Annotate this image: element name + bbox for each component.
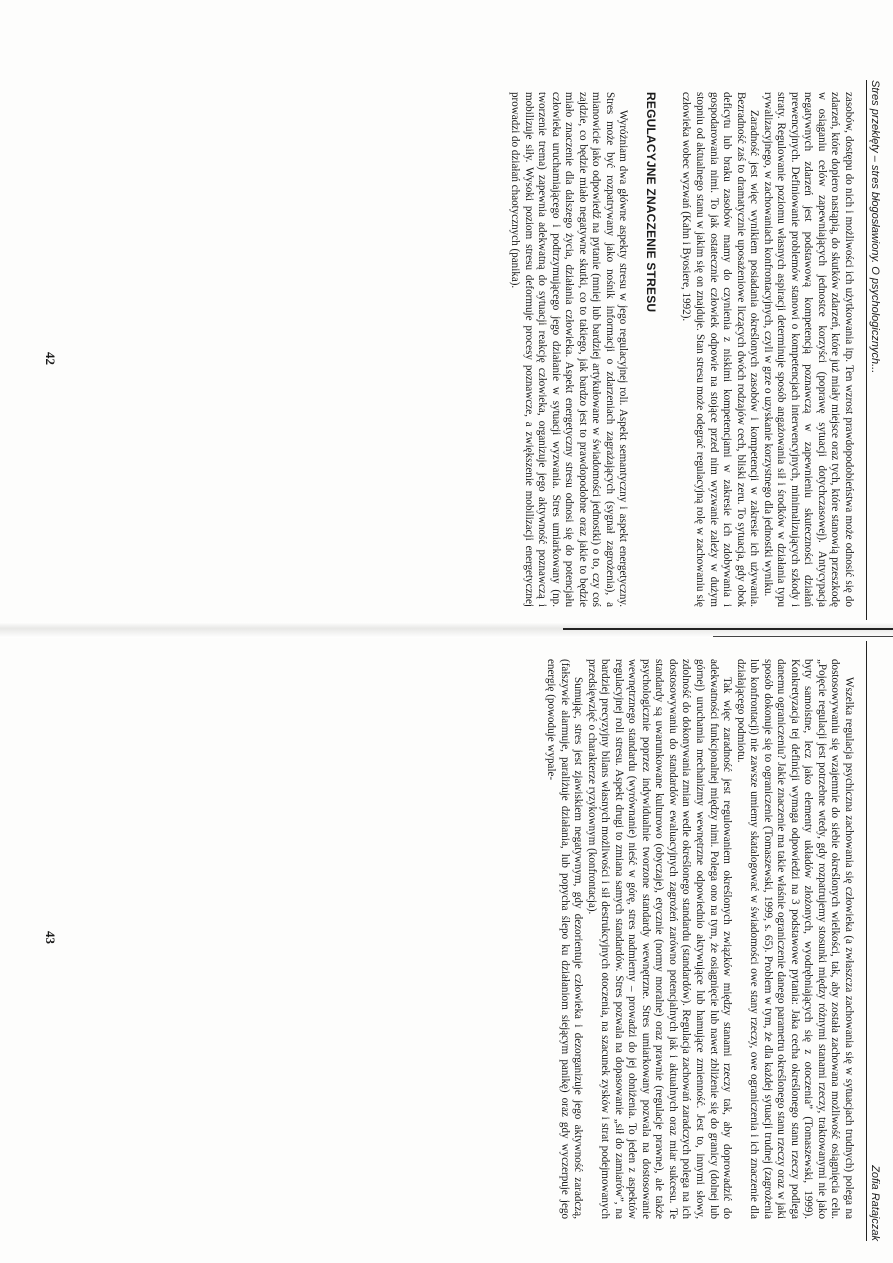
section-heading: REGULACYJNE ZNACZENIE STRESU [643, 92, 658, 313]
paragraph: Wszelka regulacja psychiczna zachowania się człowieka (a zwłaszcza zachowania się w sytuacjach trudnych) polega na dostosowywaniu się wzajemnie do siebie określonych wielkości, tak, aby została zachowana możliwość osiągnięcia celu. „Pojęcie regulacji jest potrzebne wtedy, gdy rozpatrujemy stosunki między różnymi stanami rzeczy, traktowanymi nie jako byty samoistne, lecz jako elementy układów złożonych, wyodrębniających się z otoczenia” (Tomaszewski, 1999). Konkretyzacja tej definicji wymaga odpowiedzi na 3 podstawowe pytania: Jaka cecha określonego stanu rzeczy podlega danemu ograniczeniu? Jakie znaczenie ma takie właśnie ograniczenie danego parametru określonego stanu rzeczy oraz w jaki sposób dokonuje się to ograniczenie (Tomaszewski, 1999, s. 65). Problem w tym, że dla każdej sytuacji trudnej (zagrożenia lub konfrontacji) nie zawsze umiemy skatalogować w świadomości owe stany rzeczy, owe ograniczenia i ich znaczenie dla działającego podmiotu. [734, 659, 855, 1219]
body-text [507, 92, 855, 607]
right-page [0, 631, 893, 1263]
paragraph: zasobów, dostępu do nich i możliwości ich użytkowania itp. Ten wzrost prawdopodobieństwa może odnosić się do zdarzeń, które dopiero nastąpią, do skutków zdarzeń, które już miały miejsce oraz tych, które stanowią przeszkodę w osiąganiu celów zapewniających jednostce korzyści (poprawę sytuacji dotychczasowej). Antycypacja negatywnych zdarzeń jest podstawową kompetencją poznawczą w zapewnieniu skuteczności działań prewencyjnych. Definiowanie problemów stanowi o kompetencjach interwencyjnych, minimalizujących szkody i straty. Regulowanie poziomu własnych aspiracji determinuje sposób angażowania sił i środków w działania typu rywalizacyjnego, w zachowaniach konfrontacyjnych, czyli w grze o uzyskanie korzystnego dla jednostki wyniku. [761, 92, 855, 607]
running-head: Zofia Ratajczak [866, 641, 881, 1241]
running-head: Stres przeklęty – stres błogosławiony. O psychologicznych... [866, 80, 881, 620]
page-number: 42 [43, 352, 58, 365]
paragraph: Tak więc zaradność jest regulowaniem określonych związków między stanami rzeczy tak, aby doprowadzić do adekwatności funkcjonalnej między nimi. Polega ono na tym, że osiągnięcie lub nawet zbliżenie się do granicy (dolnej lub górnej) uruchamia mechanizmy wewnętrzne odpowiednio aktywujące lub hamujące zmienność. Jest to, innymi słowy, zdolność do dokonywania zmian wedle określonego standardu (standardów). Regulacja zachowań zaradczych polega na ich dostosowywaniu do standardów ewaluacyjnych zagrożeń zarówno potencjalnych jak i aktualnych oraz miar sukcesu. Te standardy są uwarunkowane kulturowo (obyczaje), etycznie (normy moralne) oraz prawnie (regulacje prawne), ale także psychologicznie poprzez indywidualnie tworzone standardy wewnętrzne. Stres umiarkowany pozwala na dostosowanie wewnętrznego standardu (wyrównanie) nieść w górę, stres nadmierny – prowadzi do jej obniżenia. To jeden z aspektów regulacyjnej roli stresu. Aspekt drugi to zmiana samych standardów. Stres pozwala na dopasowanie „sił do zamiarów”, na bardziej precyzyjny bilans własnych możliwości i sił destrukcyjnych otoczenia, na szacunek zysków i strat podejmowanych przedsięwzięć o charakterze ryzykownym (konfrontacja). [585, 659, 734, 1219]
paragraph: Zaradność jest więc wynikiem posiadania określonych zasobów i kompetencji w zakresie ich używania. Bezradność zaś to dramatycznie uposażeniowe liczących dwóch rodzajów cech, bliski zeru. To sytuacja, gdy obok deficytu lub braku zasobów mamy do czynienia z niskimi kompetencjami w zakresie ich zdobywania i gospodarowania nimi. To jak ostatecznie człowiek odpowie na stojące przed nim wyzwanie zależy w dużym stopniu od aktualnego stanu w jakim się on znajduje. Stan stresu może odegrać regulacyjną rolę w zachowaniu się człowieka wobec wyzwań (Kahn i Byosiere, 1992). [680, 92, 761, 607]
page-number: 43 [43, 931, 58, 944]
body-text [543, 659, 855, 1219]
left-page [0, 0, 893, 631]
paragraph: Sumując, stres jest zjawiskiem negatywnym, gdy dezorientuje człowieka i dezorganizuje jego aktywność zaradczą, (fałszywie alarmuje, paraliżuje działania, lub popycha ślepo ku działaniom siejącym panikę) oraz gdy wyczerpuje jego energię (powoduje wypale- [544, 659, 585, 1219]
paragraph: Wyróżniam dwa główne aspekty stresu w jego regulacyjnej roli. Aspekt semantyczny i aspekt energetyczny. Stres może być rozpatrywany jako nośnik informacji o zdarzeniach zagrażających (sygnał zagrożenia), a mianowicie jako odpowiedź na pytanie (mniej lub bardziej artykułowane w świadomości jednostki) o to, czy coś zajdzie, co będzie miało negatywne skutki, co to takiego, jak bardzo jest to prawdopodobne oraz jakie to będzie miało znaczenie dla dalszego życia, działania człowieka. Aspekt energetyczny stresu odnosi się do potencjału człowieka uruchamiającego i podtrzymującego jego działanie w sytuacji wyzwania. Stres umiarkowany (np. tworzenie trema) zapewnia adekwatną do sytuacji reakcję człowieka, organizuje jego aktywność poznawczą i mobilizuje siły. Wysoki poziom stresu deformuje procesy poznawcze, a zwiększenie mobilizacji energetycznej prowadzi do działań chaotycznych (panika). [508, 92, 630, 607]
